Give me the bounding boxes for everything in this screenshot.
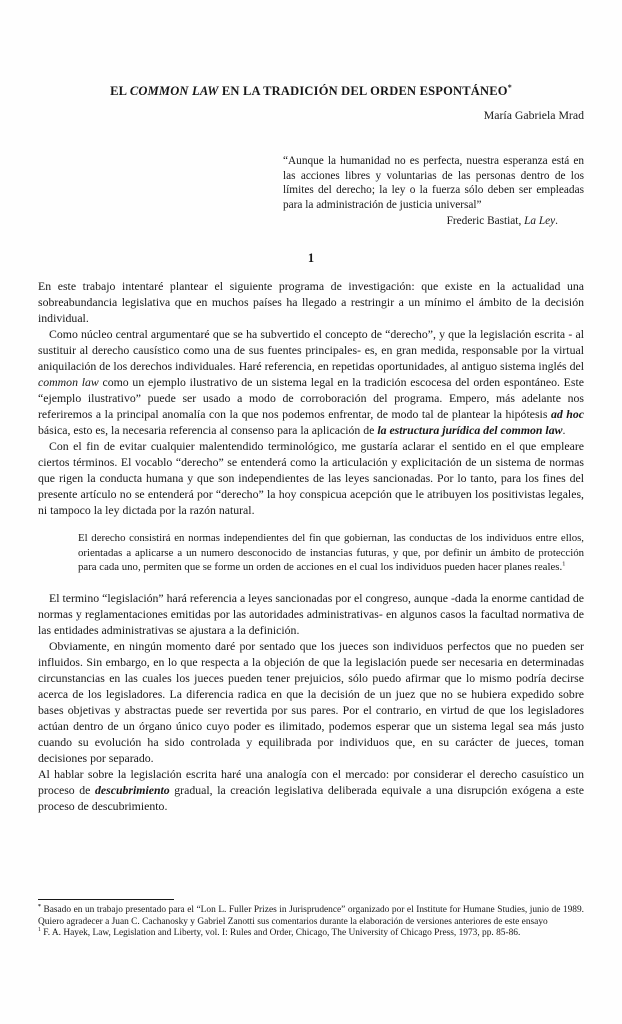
epigraph-attribution: Frederic Bastiat, La Ley. [446,215,558,227]
footnote-text: F. A. Hayek, Law, Legislation and Liberty, vol. I: Rules and Order, Chicago, The University of Chicago Press, 1973, pp. 85-86. [40,928,521,939]
footnote-text: Basado en un trabajo presentado para el “Lon L. Fuller Prizes in Jurisprudence” organizado por el Institute for Humane Studies, junio de 1989. Quiero agradecer a Juan C. Cachanosky y Gabriel Zanotti sus comentarios durante la elaboración de versiones anteriores de este ensayo [38,905,584,927]
paragraph: El termino “legislación” hará referencia a leyes sancionadas por el congreso, aunque -dada la enorme cantidad de normas y reglamentaciones emitidas por las autoridades administrativas- en algunos casos la facultad normativa de las entidades administrativas se ajustara a la definición. [38,590,584,637]
block-quote: El derecho consistirá en normas independientes del fin que gobiernan, las conductas de los individuos entre ellos, orientadas a aplicarse a un numero desconocido de instancias futuras, y que, por definir un ámbito de protección para cada uno, permiten que se forme un orden de acciones en el cual los individuos pueden hacer planes reales.$^1$ [78,532,584,573]
article-title: EL COMMON LAW EN LA TRADICIÓN DEL ORDEN ESPONTÁNEO* [110,82,512,98]
paragraph: Obviamente, en ningún momento daré por sentado que los jueces son individuos perfectos que no pueden ser influidos. Sin embargo, en lo que respecta a la objeción de que la legislación puede ser necesaria en determinadas circunstancias en las cuales los jueces pueden tener prejuicios, sólo puedo afirmar que lo mismo podría decirse acerca de los legisladores. La diferencia radica en que la decisión de un juez que no se hubiera expedido sobre bases objetivas y abstractas puede ser revertida por sus pares. Por el contrario, en virtud de que los legisladores actúan dentro de un órgano único cuyo poder es ilimitado, podemos esperar que un sistema legal sea más justo cuando su evolución ha sido controlada y equilibrada por individuos que, en su carácter de jueces, toman decisiones por separado. [38,638,584,765]
paragraph: En este trabajo intentaré plantear el siguiente programa de investigación: que existe en la actualidad una sobreabundancia legislativa que en muchos países ha llegado a restringir a un mínimo el ámbito de la decisión individual. [38,279,584,325]
section-number: 1 [307,251,315,265]
footnotes-section [38,899,584,940]
footnote-marker: * [38,903,41,910]
page-content [38,0,584,814]
epigraph-quote: “Aunque la humanidad no es perfecta, nuestra esperanza está en las acciones libres y voluntarias de las personas dentro de los límites del derecho; la ley o la fuerza sólo deben ser empleadas para la administración de justicia universal” [283,155,584,211]
footnote-marker: 1 [38,927,41,934]
paragraph: Como núcleo central argumentaré que se ha subvertido el concepto de “derecho”, y que la legislación escrita - al sustituir al derecho causístico como una de sus fuentes principales- es, en gran medida, responsable por la virtual aniquilación de los derechos individuales. Haré referencia, en repetidas oportunidades, al antiguo sistema inglés del common law como un ejemplo ilustrativo de un sistema legal en la tradición escocesa del orden espontáneo. Este “ejemplo ilustrativo” puede ser usado a modo de corroboración del programa. Empero, más adelante nos referiremos a la principal anomalía con la que nos podemos enfrentar, de modo tal de plantear la hipótesis ad hoc básica, esto es, la necesaria referencia al consenso para la aplicación de la estructura jurídica del common law. [38,327,584,437]
footnote-asterisk [38,905,584,928]
footnote-1 [38,928,584,940]
paragraph: Al hablar sobre la legislación escrita haré una analogía con el mercado: por considerar el derecho casuístico un proceso de descubrimiento gradual, la creación legislativa deliberada equivale a una disrupción exógena a este proceso de descubrimiento. [38,766,584,813]
paragraph: Con el fin de evitar cualquier malentendido terminológico, me gustaría aclarar el sentido en el que empleare ciertos términos. El vocablo “derecho” se entenderá como la articulación y explicitación de un sistema de normas que rigen la conducta humana y que son independientes de las leyes sancionadas. Por lo tanto, para los fines del presente artículo no se entenderá por “derecho” la hoy conspicua acepción que le atribuyen los positivistas legales, ni tampoco la ley dictada por la razón natural. [38,439,584,517]
footnote-divider [38,899,174,900]
author-name: María Gabriela Mrad [483,108,584,122]
article-body [38,278,584,814]
